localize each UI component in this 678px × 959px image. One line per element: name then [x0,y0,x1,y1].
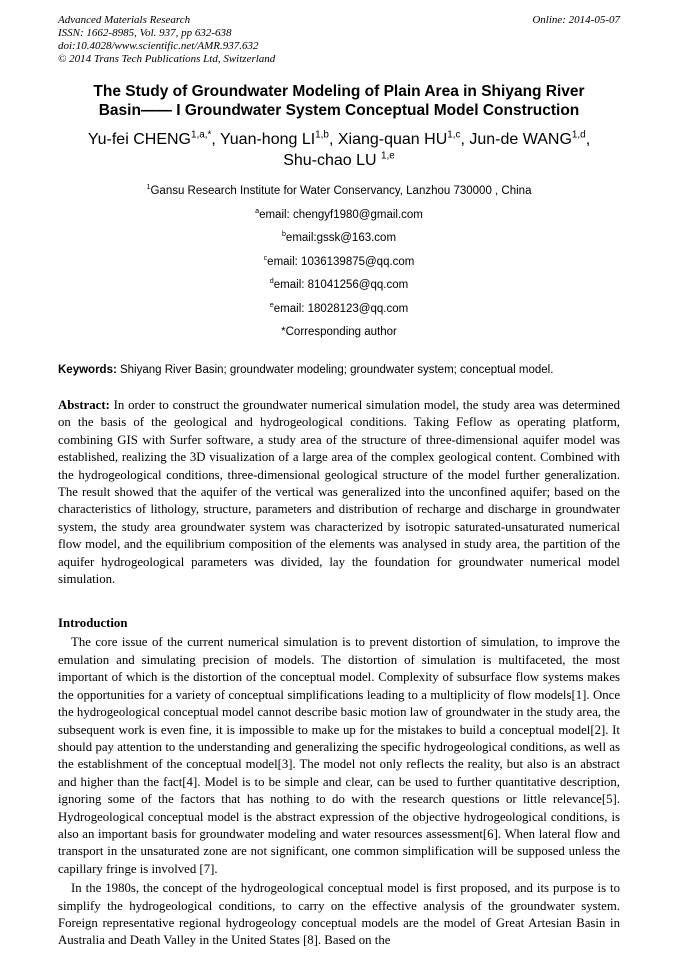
email-line-c: $^c$email: 1036139875@qq.com [263,253,415,268]
issn-line: ISSN: 1662-8985, Vol. 937, pp 632-638 [58,27,232,39]
journal-header-left [58,14,275,66]
email-line-e: $^e$email: 18028123@qq.com [269,300,409,315]
intro-paragraph-1: The core issue of the current numerical simulation is to prevent distortion of simulation, to improve the emulation and simulating precision of models. The distortion of simulation is multifaceted, the most important of which is the distortion of the conceptual model. Complexity of subsurface flow systems makes the opportunities for a variety of conceptual simplifications leading to a multiplicity of flow models[1]. Once the hydrogeological conceptual model cannot describe basic motion law of groundwater in the study area, the subsequent work is even fine, it is impossible to make up for the mistakes to build a conceptual model[2]. It should pay attention to the understanding and generalizing the specific hydrogeological conditions, as well as the establishment of the conceptual model[3]. The model not only reflects the reality, but also is an abstract and higher than the fact[4]. Model is to be simple and clear, can be used to further quantitative description, ignoring some of the factors that has nothing to do with the research questions or little relevance[5]. Hydrogeological conceptual model is the abstract expression of the objective hydrogeological conditions, is also an important basis for groundwater modeling and water resources assessment[6]. When lateral flow and transport in the unsaturated zone are not significant, one common simplification will be supposed unless the capillary fringe is involved [7]. [58,635,620,876]
intro-paragraph-2: In the 1980s, the concept of the hydrogeological conceptual model is first proposed, and its purpose is to simplify the hydrogeological conditions, to carry on the effective analysis of the groundwater system. Foreign representative regional hydrogeology conceptual models are the model of Great Artesian Basin in Australia and Death Valley in the United States [8]. Based on the [58,881,620,948]
journal-name: Advanced Materials Research [58,14,191,26]
online-date: Online: 2014-05-07 [532,14,620,26]
author-line: Yu-fei $CHENG^{1,a,*}$, Yuan-hong LI$^{1,b}$, Xiang-quan HU$^{1,c}$, Jun-de WANG$^{1,d}$, Shu-chao LU $^{1,e}$ [87,129,591,169]
abstract-paragraph: Abstract: In order to construct the groundwater numerical simulation model, the study area was determined on the basis of the geological and hydrogeological conditions. Taking Feflow as operating platform, combining GIS with Surfer software, a study area of the structure of three-dimensional aquifer model was established, realizing the 3D visualization of a large area of the complex geological content. Combined with the hydrogeological conditions, three-dimensional geological structure of the model further generalization. The result showed that the aquifer of the vertical was generalized into the unconfined aquifer; based on the characteristics of lithology, structure, parameters and distribution of recharge and discharge in groundwater system, the study area groundwater system was characterized by isotropic saturated-unsaturated numerical flow model, and the equilibrium composition of the elements was analysed in study area, the partition of the aquifer hydrogeological parameters was divided, lay the foundation for groundwater numerical model simulation. [58,398,620,587]
copyright-line: © 2014 Trans Tech Publications Ltd, Switzerland [58,53,276,65]
email-line-d: $^d$email: 81041256@qq.com [269,277,409,291]
keywords-line: Keywords: Shiyang River Basin; groundwater modeling; groundwater system; conceptual model. [58,364,554,376]
doi-line: doi:10.4028/www.scientific.net/AMR.937.632 [58,40,259,52]
corresponding-author-note: *Corresponding author [281,326,397,338]
email-line-b: $^b$email:gssk@163.com [281,230,397,244]
section-heading-introduction: Introduction [58,616,128,631]
affiliation: $^1$Gansu Research Institute for Water Conservancy, Lanzhou 730000 , China [146,183,532,197]
paper-title: The Study of Groundwater Modeling of Plain Area in Shiyang River Basin—— I Groundwater System Conceptual Model Construction [93,83,585,119]
email-line-a: $^a$email: chengyf1980@gmail.com [255,206,423,221]
journal-header [58,14,620,66]
